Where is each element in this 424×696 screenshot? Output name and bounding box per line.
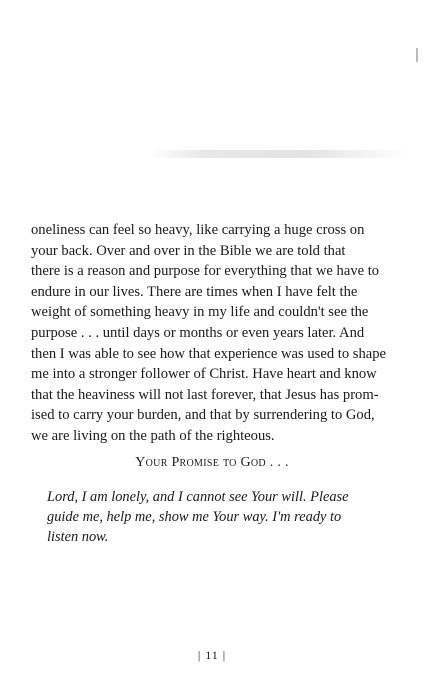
scan-artifact	[150, 150, 408, 158]
edge-mark	[416, 48, 418, 62]
page-number: | 11 |	[197, 648, 227, 662]
body-paragraph: oneliness can feel so heavy, like carrying a huge cross on your back. Over and over in the Bible we are told that there is a reason and purpose for everything that we have to endure in our lives. There are times when I have felt the weight of something heavy in my life and couldn't see the purpose . . . until days or months or even years later. And then I was able to see how that experience was used to shape me into a stronger follower of Christ. Have heart and know that the heaviness will not last forever, that Jesus has prom- ised to carry your burden, and that by surrendering to God, we are living on the path of the righteous.	[31, 222, 386, 444]
prayer-text: Lord, I am lonely, and I cannot see Your will. Please guide me, help me, show me Your way. I'm ready to listen now.	[47, 489, 349, 545]
section-heading: Your Promise to God . . .	[135, 455, 289, 470]
